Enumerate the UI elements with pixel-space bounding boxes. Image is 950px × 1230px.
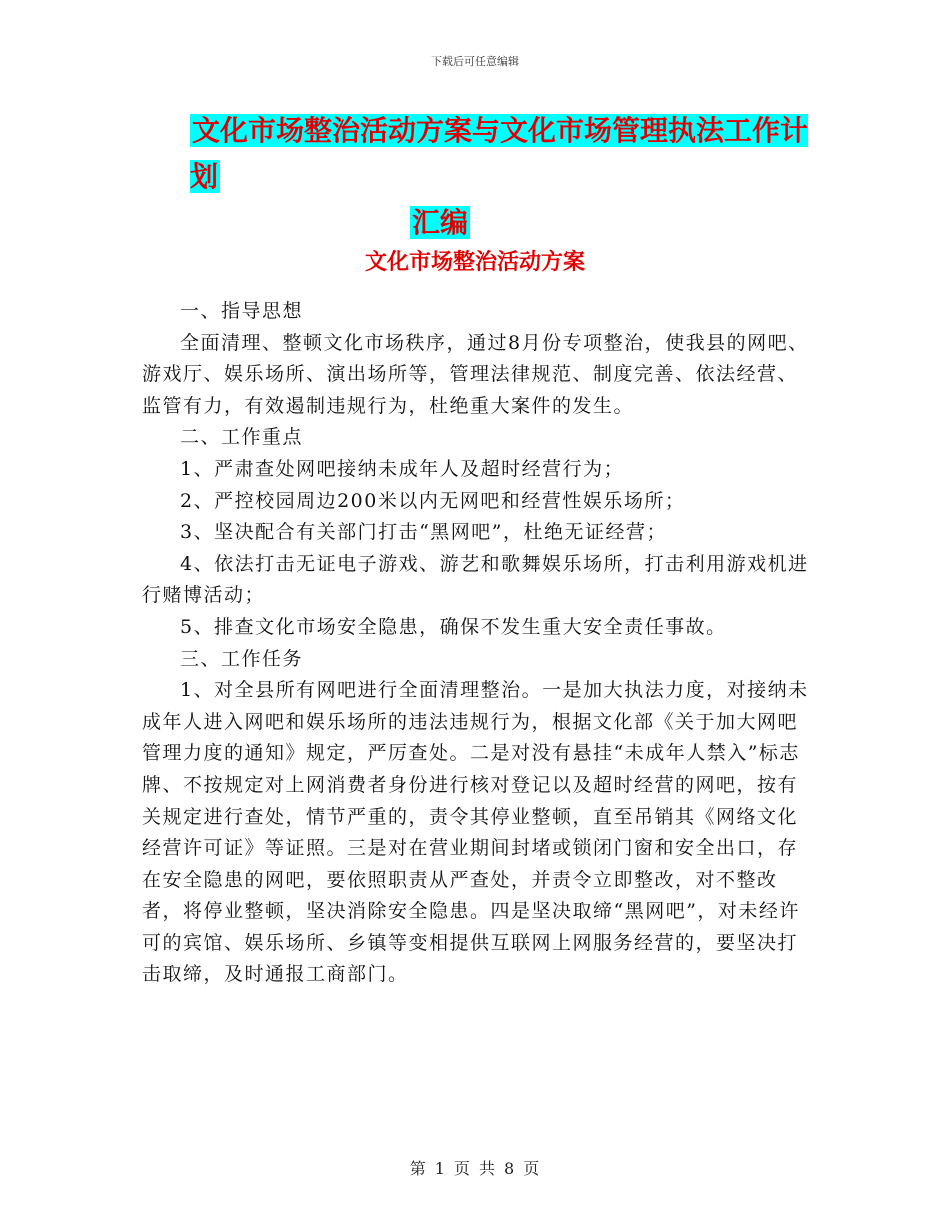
page-footer (0, 1156, 950, 1179)
header-note: 下载后可任意编辑 (431, 55, 519, 68)
title-line-2: 汇编 (411, 206, 468, 239)
list-item: 5、排查文化市场安全隐患，确保不发生重大安全责任事故。 (180, 615, 727, 638)
document-body (142, 296, 812, 991)
list-item: 3、坚决配合有关部门打击“黑网吧”，杜绝无证经营； (180, 521, 668, 544)
heading-work-tasks: 三、工作任务 (180, 647, 304, 670)
document-title (190, 108, 810, 246)
section-title: 文化市场整治活动方案 (364, 250, 585, 275)
list-item: 4、依法打击无证电子游戏、游艺和歌舞娱乐场所，打击利用游戏机进行赌博活动； (142, 552, 809, 607)
footer-page-number: 1 (434, 1159, 446, 1178)
title-line-1: 文化市场整治活动方案与文化市场管理执法工作计划 (190, 114, 809, 193)
footer-mid: 页 (453, 1159, 471, 1178)
list-item: 2、严控校园周边200米以内无网吧和经营性娱乐场所； (180, 489, 686, 512)
list-item: 1、严肃查处网吧接纳未成年人及超时经营行为； (180, 457, 625, 480)
heading-guiding-ideology: 一、指导思想 (180, 300, 304, 322)
heading-work-focus: 二、工作重点 (180, 426, 304, 449)
paragraph: 1、对全县所有网吧进行全面清理整治。一是加大执法力度，对接纳未成年人进入网吧和娱乐场所的违法违规行为，根据文化部《关于加大网吧管理力度的通知》规定，严厉查处。二是对没有悬挂“未成年人禁入”标志牌、不按规定对上网消费者身份进行核对登记以及超时经营的网吧，按有关规定进行查处，情节严重的，责令其停业整顿，直至吊销其《网络文化经营许可证》等证照。三是对在营业期间封堵或锁闭门窗和安全出口，存在安全隐患的网吧，要依照职责从严查处，并责令立即整改，对不整改者，将停业整顿，坚决消除安全隐患。四是坚决取缔“黑网吧”，对未经许可的宾馆、娱乐场所、乡镇等变相提供互联网上网服务经营的，要坚决打击取缔，及时通报工商部门。 (142, 679, 809, 986)
footer-prefix: 第 (409, 1159, 427, 1178)
footer-total-prefix: 共 (479, 1159, 497, 1178)
paragraph: 全面清理、整顿文化市场秩序，通过8月份专项整治，使我县的网吧、游戏厅、娱乐场所、演出场所等，管理法律规范、制度完善、依法经营、监管有力，有效遏制违规行为，杜绝重大案件的发生。 (142, 331, 809, 417)
footer-total-pages: 8 (504, 1159, 516, 1178)
footer-suffix: 页 (523, 1159, 541, 1178)
